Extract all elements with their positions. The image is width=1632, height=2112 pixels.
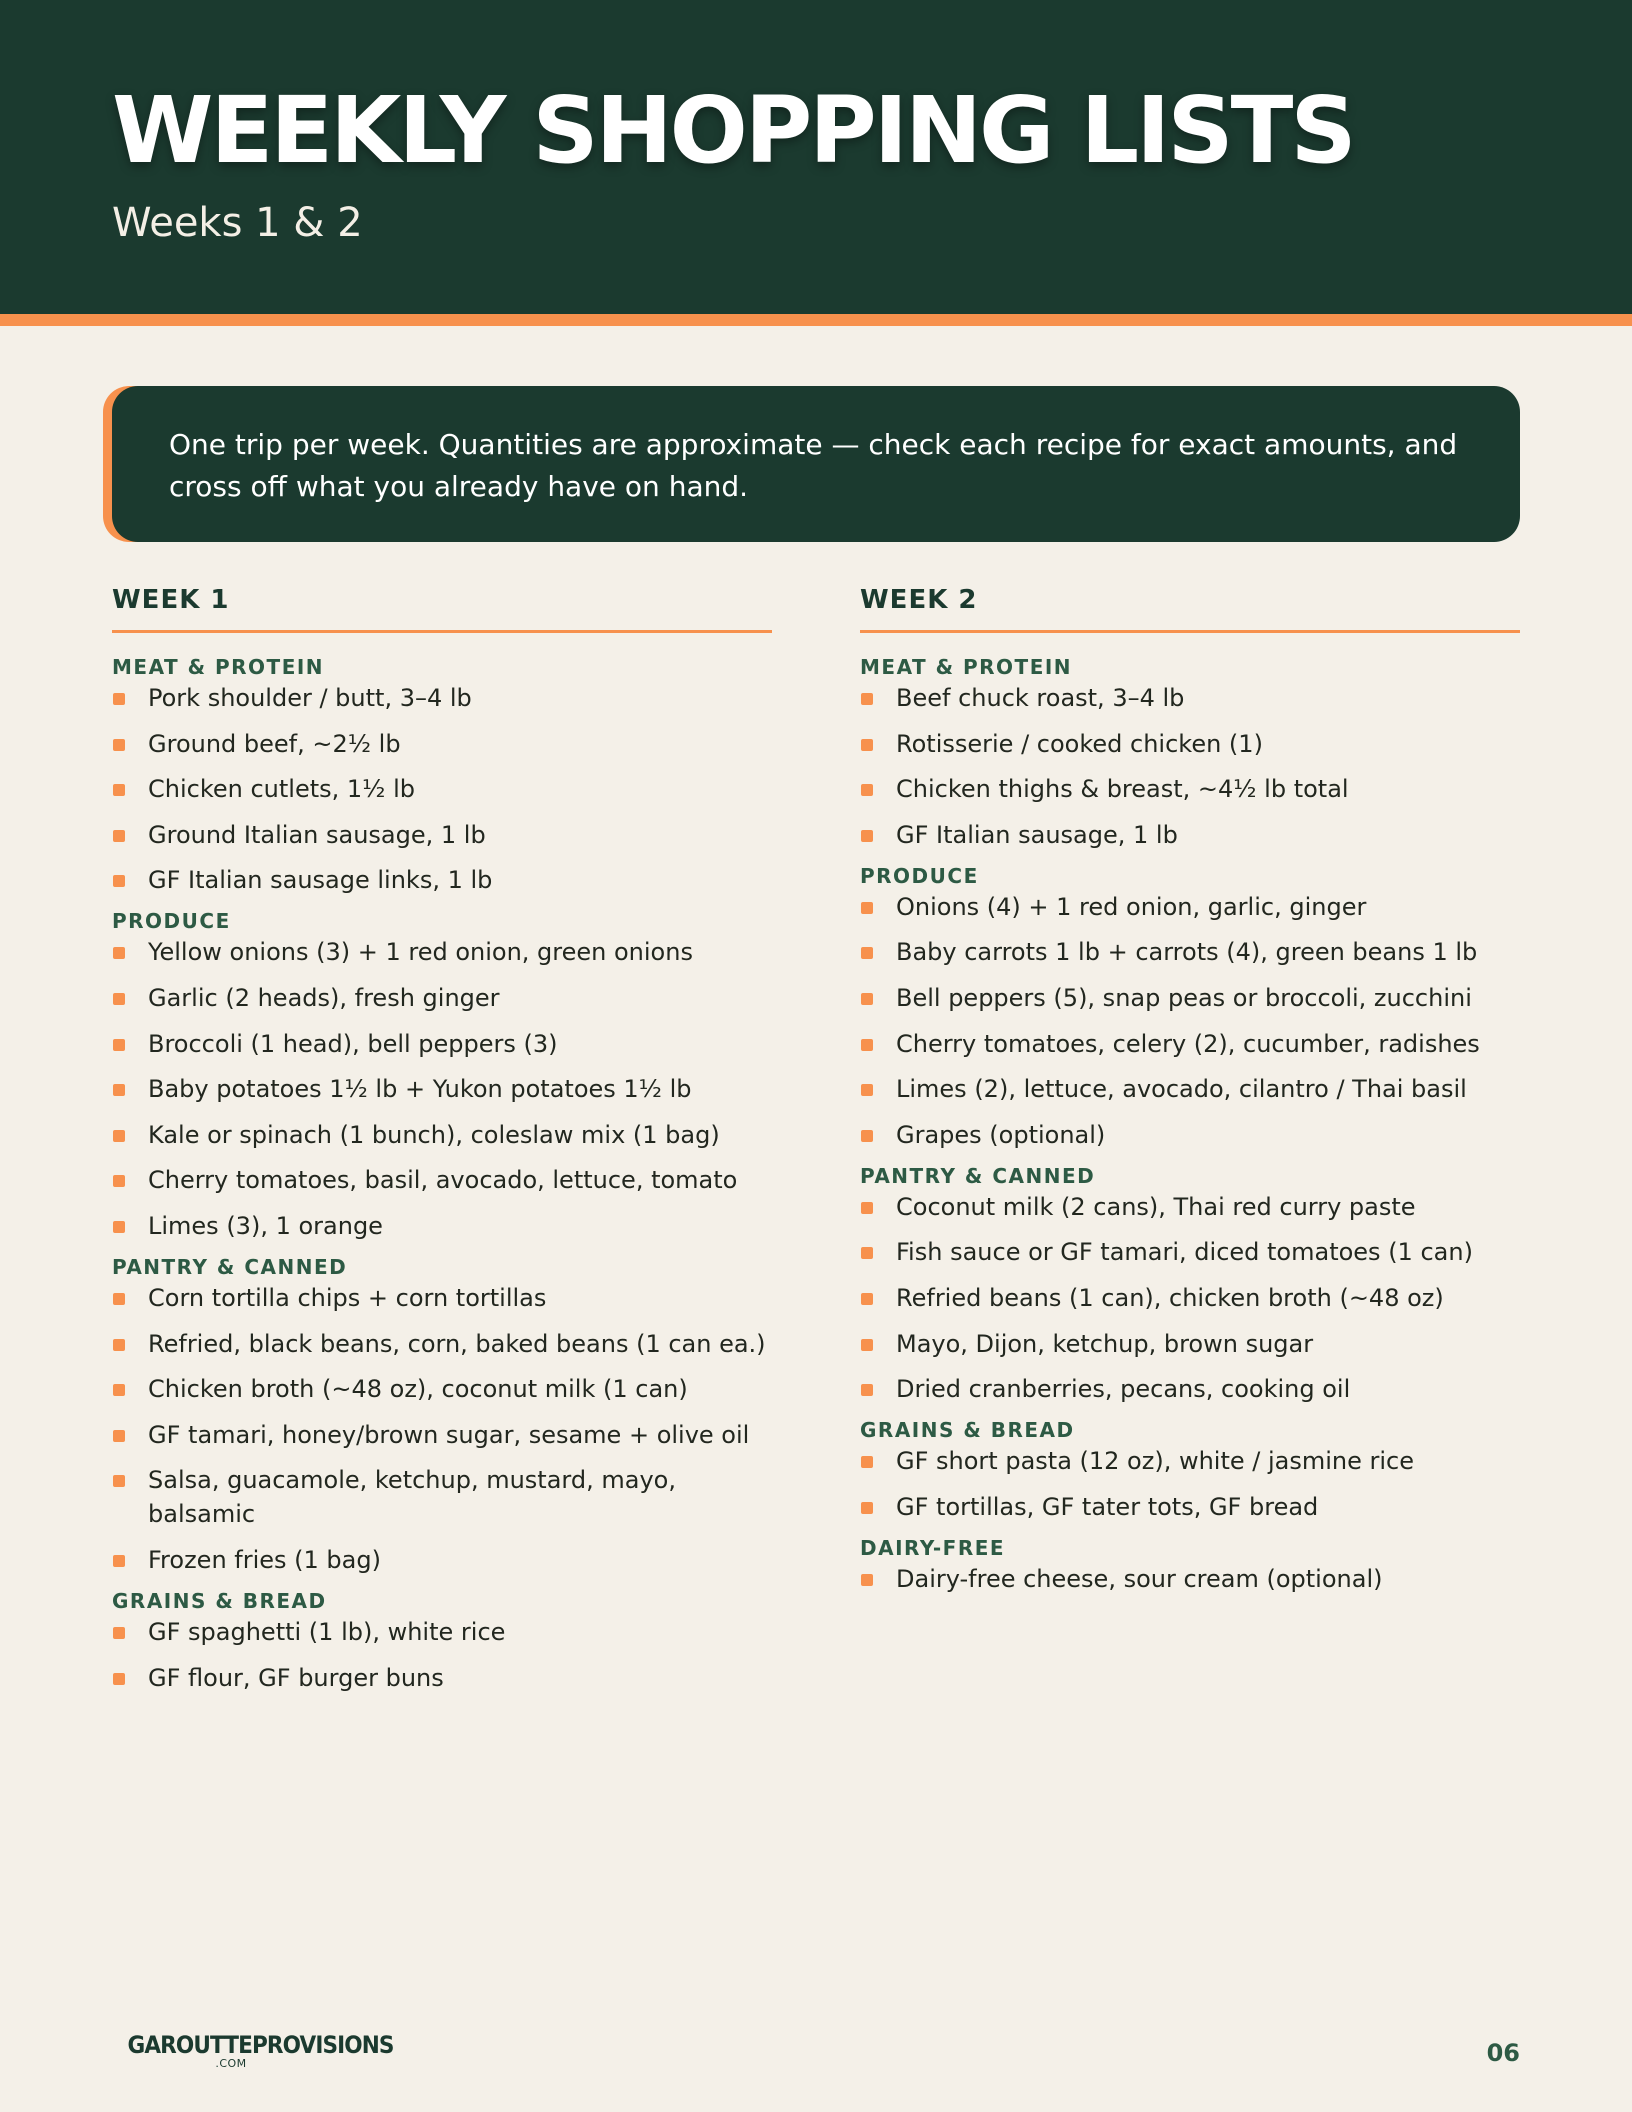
category-heading: GRAINS & BREAD xyxy=(112,1588,327,1613)
category-heading: PRODUCE xyxy=(860,863,979,888)
list-item: Dairy-free cheese, sour cream (optional) xyxy=(860,1562,1520,1596)
list-item: Fish sauce or GF tamari, diced tomatoes (1 can) xyxy=(860,1235,1520,1269)
list-item: Baby potatoes 1½ lb + Yukon potatoes 1½ lb xyxy=(112,1072,772,1106)
list-item: GF tamari, honey/brown sugar, sesame + olive oil xyxy=(112,1418,772,1452)
page-header xyxy=(0,0,1632,314)
shopping-list xyxy=(860,1444,1520,1524)
list-item: Limes (3), 1 orange xyxy=(112,1209,772,1243)
list-item: Pork shoulder / butt, 3–4 lb xyxy=(112,681,772,715)
brand-logo-domain: .COM xyxy=(215,2057,247,2070)
page-number: 06 xyxy=(1486,2039,1520,2067)
list-item: Grapes (optional) xyxy=(860,1118,1520,1152)
list-item: GF short pasta (12 oz), white / jasmine rice xyxy=(860,1444,1520,1478)
category-heading: MEAT & PROTEIN xyxy=(112,655,325,679)
list-item: GF Italian sausage links, 1 lb xyxy=(112,863,772,897)
list-item: Refried beans (1 can), chicken broth (~48 oz) xyxy=(860,1281,1520,1315)
list-item: Coconut milk (2 cans), Thai red curry paste xyxy=(860,1190,1520,1224)
week-title: WEEK 1 xyxy=(112,585,230,615)
list-item: Limes (2), lettuce, avocado, cilantro / Thai basil xyxy=(860,1072,1520,1106)
list-item: Frozen fries (1 bag) xyxy=(112,1543,772,1577)
list-item: Rotisserie / cooked chicken (1) xyxy=(860,727,1520,761)
list-item: Chicken cutlets, 1½ lb xyxy=(112,772,772,806)
list-item: GF tortillas, GF tater tots, GF bread xyxy=(860,1490,1520,1524)
list-item: Ground beef, ~2½ lb xyxy=(112,727,772,761)
week-2-sections xyxy=(860,653,1520,1596)
shopping-list xyxy=(860,1562,1520,1596)
shopping-list xyxy=(112,935,772,1243)
list-item: Cherry tomatoes, celery (2), cucumber, radishes xyxy=(860,1027,1520,1061)
shopping-list xyxy=(860,681,1520,852)
week-2-column xyxy=(860,580,1520,1606)
list-item: Onions (4) + 1 red onion, garlic, ginger xyxy=(860,890,1520,924)
week-title: WEEK 2 xyxy=(860,585,978,615)
category-heading: PANTRY & CANNED xyxy=(860,1163,1096,1188)
brand-logo xyxy=(116,2031,394,2070)
category-heading: PANTRY & CANNED xyxy=(112,1254,348,1279)
list-item: Salsa, guacamole, ketchup, mustard, mayo, balsamic xyxy=(112,1463,772,1531)
list-item: GF spaghetti (1 lb), white rice xyxy=(112,1615,772,1649)
page-title: WEEKLY SHOPPING LISTS xyxy=(112,77,1354,184)
shopping-list xyxy=(860,890,1520,1152)
week-divider xyxy=(112,630,772,633)
category-heading: PRODUCE xyxy=(112,909,231,934)
category-heading: GRAINS & BREAD xyxy=(860,1418,1075,1443)
shopping-list xyxy=(112,1615,772,1695)
shopping-list xyxy=(112,1281,772,1577)
brand-logo-wordmark: GAROUTTEPROVISIONS xyxy=(127,2031,394,2059)
week-divider xyxy=(860,630,1520,633)
category-heading: DAIRY-FREE xyxy=(860,1535,1006,1560)
list-item: Chicken broth (~48 oz), coconut milk (1 can) xyxy=(112,1372,772,1406)
list-item: Yellow onions (3) + 1 red onion, green onions xyxy=(112,935,772,969)
list-item: GF flour, GF burger buns xyxy=(112,1661,772,1695)
list-item: Mayo, Dijon, ketchup, brown sugar xyxy=(860,1327,1520,1361)
list-item: Cherry tomatoes, basil, avocado, lettuce, tomato xyxy=(112,1163,772,1197)
page-subtitle: Weeks 1 & 2 xyxy=(112,200,363,246)
list-item: Baby carrots 1 lb + carrots (4), green beans 1 lb xyxy=(860,935,1520,969)
shopping-list xyxy=(860,1190,1520,1406)
list-item: GF Italian sausage, 1 lb xyxy=(860,818,1520,852)
info-callout xyxy=(112,386,1520,542)
info-callout-text: One trip per week. Quantities are approximate — check each recipe for exact amounts, and cross off what you already have on hand. xyxy=(169,428,1458,503)
list-item: Ground Italian sausage, 1 lb xyxy=(112,818,772,852)
list-item: Broccoli (1 head), bell peppers (3) xyxy=(112,1027,772,1061)
list-item: Dried cranberries, pecans, cooking oil xyxy=(860,1372,1520,1406)
shopping-list xyxy=(112,681,772,897)
list-item: Corn tortilla chips + corn tortillas xyxy=(112,1281,772,1315)
list-item: Beef chuck roast, 3–4 lb xyxy=(860,681,1520,715)
category-heading: MEAT & PROTEIN xyxy=(860,655,1073,679)
list-item: Chicken thighs & breast, ~4½ lb total xyxy=(860,772,1520,806)
list-item: Refried, black beans, corn, baked beans (1 can ea.) xyxy=(112,1327,772,1361)
list-item: Garlic (2 heads), fresh ginger xyxy=(112,981,772,1015)
header-accent-stripe xyxy=(0,314,1632,326)
list-item: Bell peppers (5), snap peas or broccoli, zucchini xyxy=(860,981,1520,1015)
week-1-column xyxy=(112,580,772,1705)
week-1-sections xyxy=(112,653,772,1695)
list-item: Kale or spinach (1 bunch), coleslaw mix (1 bag) xyxy=(112,1118,772,1152)
